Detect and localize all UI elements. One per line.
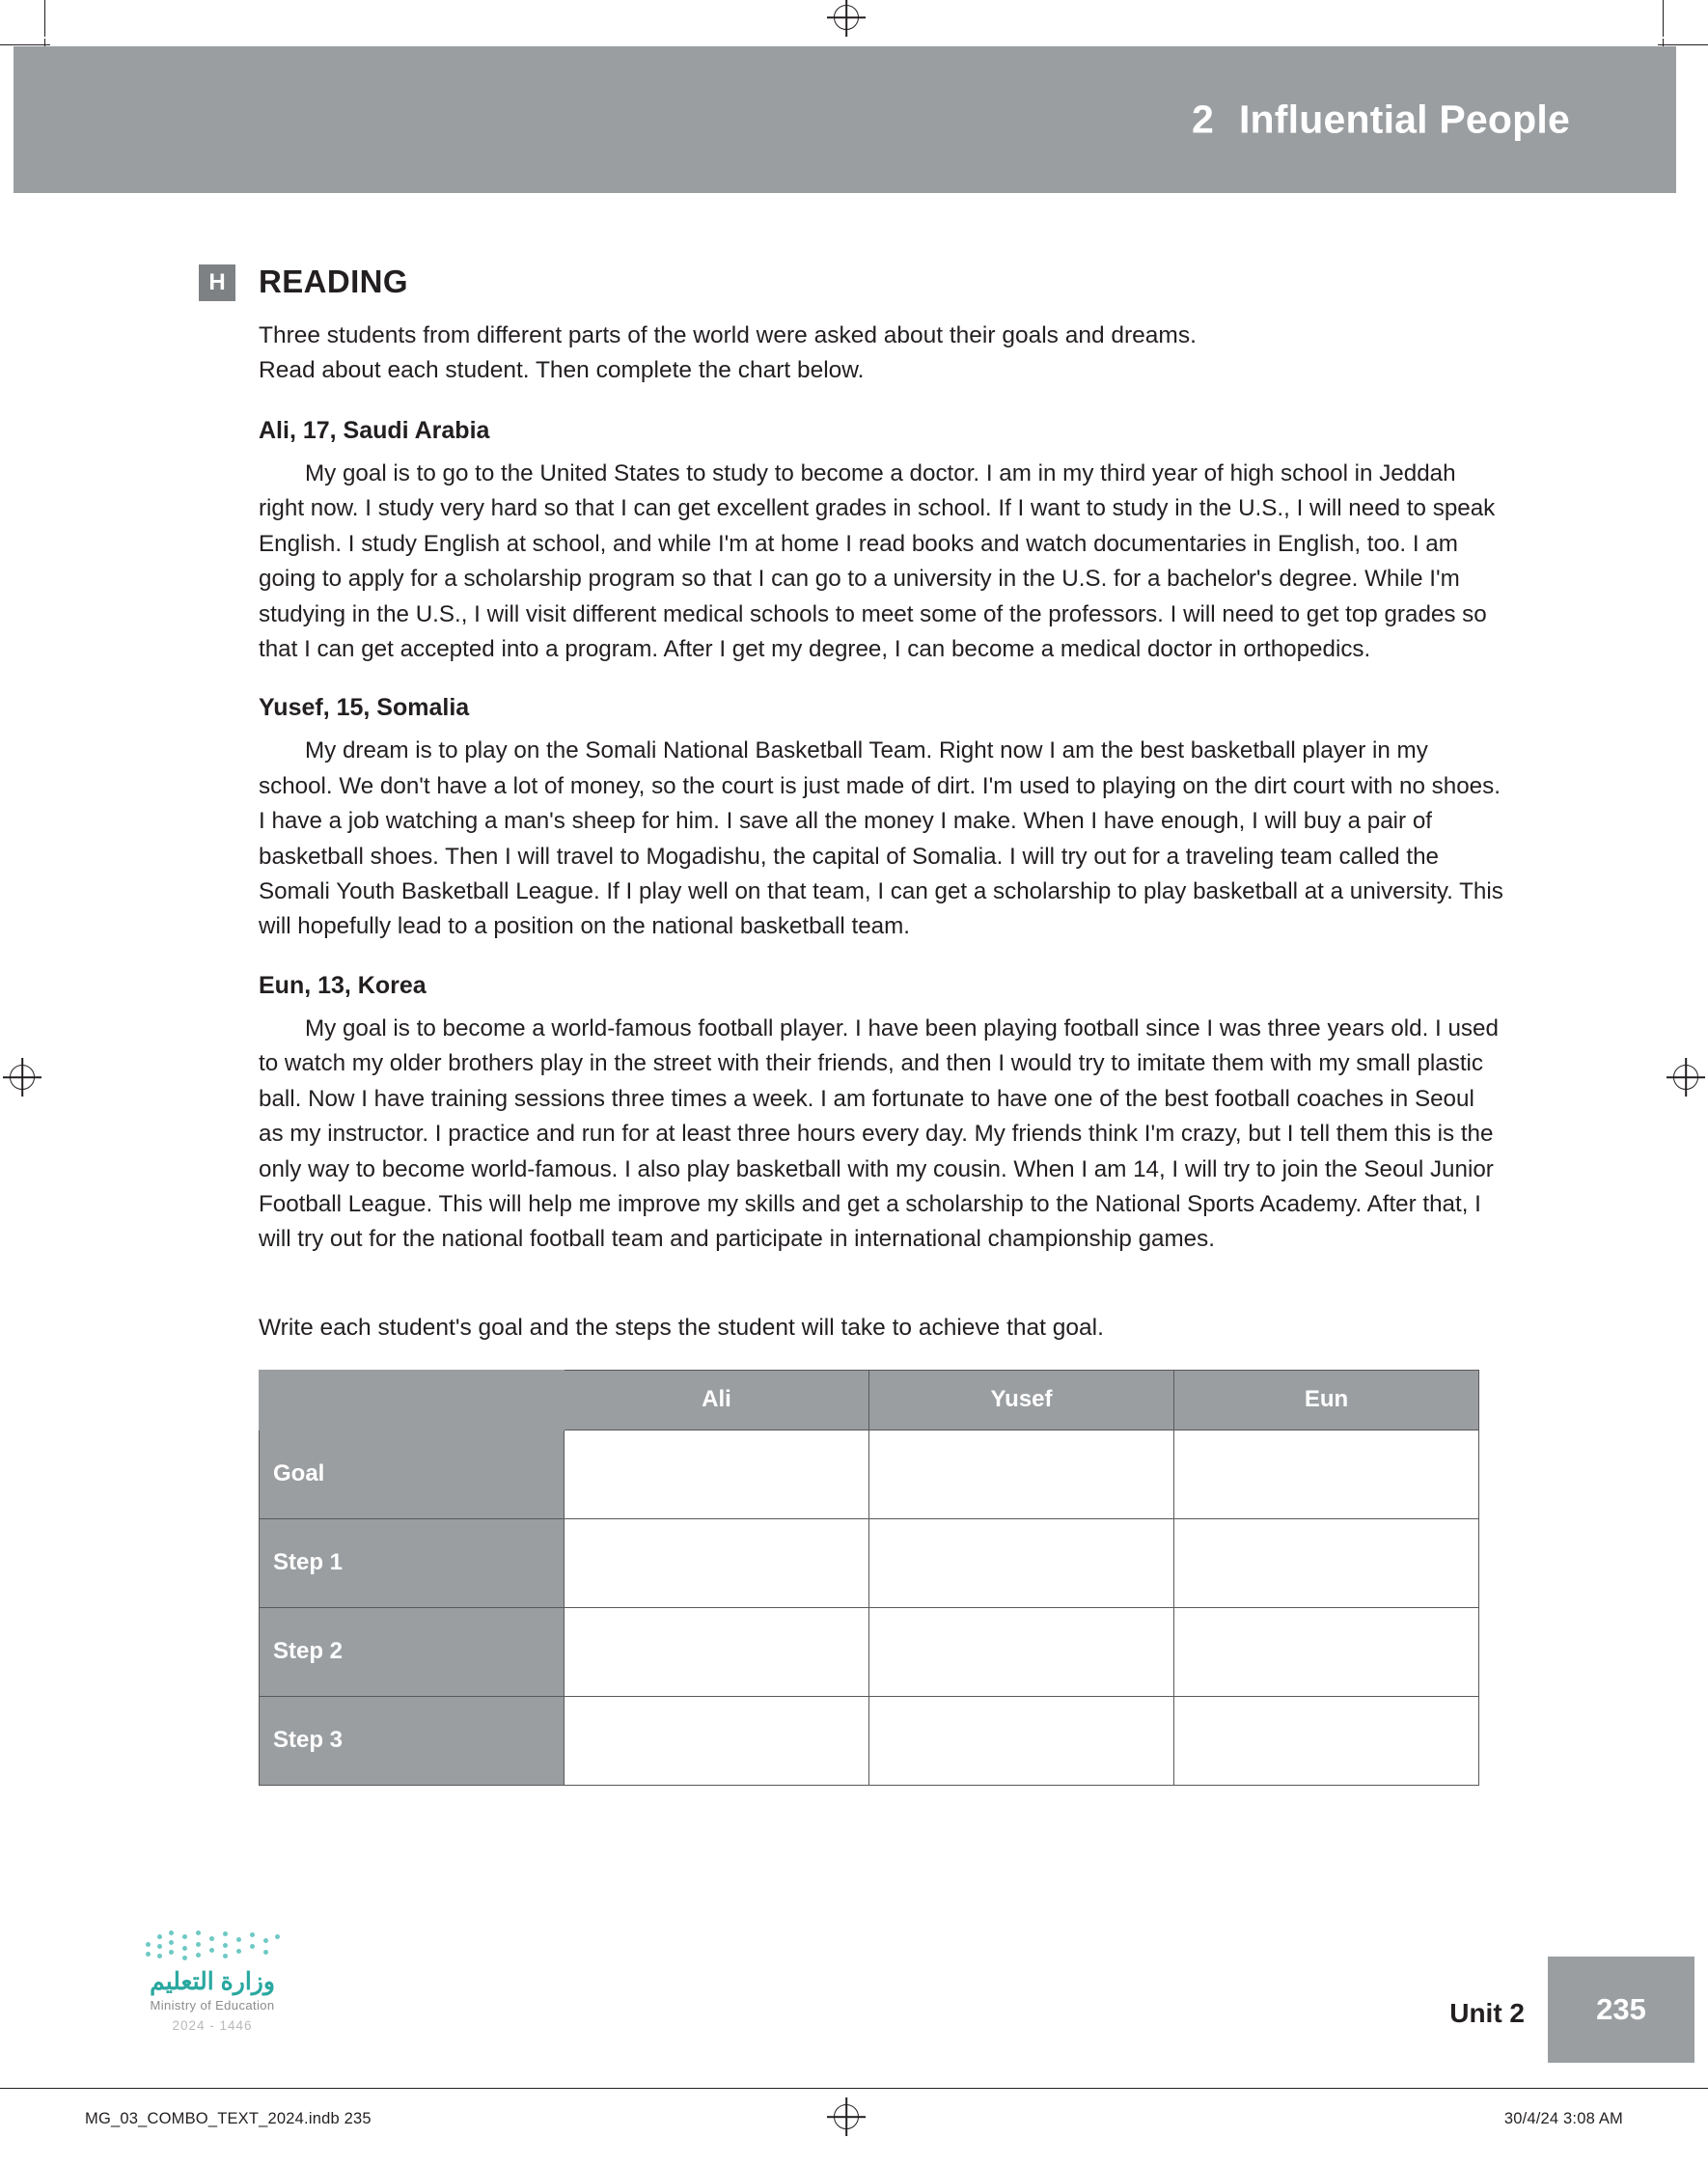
section-title: READING <box>259 264 408 299</box>
chart-cell-goal-ali[interactable] <box>565 1430 869 1518</box>
student-name-ali: Ali, 17, Saudi Arabia <box>259 417 490 444</box>
chart-header-row-group <box>260 1370 1479 1430</box>
chart-body <box>260 1430 1479 1785</box>
print-metadata-footer <box>0 2088 1708 2166</box>
crop-mark-top-right-vertical <box>1663 0 1664 37</box>
logo-dots-icon <box>140 1929 285 1961</box>
student-text-ali: My goal is to go to the United States to study to become a doctor. I am in my third year of high school in Jeddah right now. I study very hard so that I can get excellent grades in school. If I want to study in the U.S., I will need to speak English. I study English at school, and while I'm at home I read books and watch documentaries in English, too. I am going to apply for a scholarship program so that I can go to a university in the U.S. for a bachelor's degree. While I'm studying in the U.S., I will visit different medical schools to meet some of the professors. I will need to get top grades so that I can get accepted into a program. After I get my degree, I can become a medical doctor in orthopedics. <box>259 460 1496 663</box>
section-intro <box>259 319 1503 388</box>
chart-cell-step3-ali[interactable] <box>565 1696 869 1785</box>
section-letter-badge: H <box>199 264 235 301</box>
student-name-yusef: Yusef, 15, Somalia <box>259 694 470 722</box>
ministry-of-education-logo <box>96 1929 328 2033</box>
table-row <box>260 1430 1479 1518</box>
page-number: 235 <box>1596 1992 1646 2026</box>
unit-number: 2 <box>1191 97 1214 142</box>
intro-line-1: Three students from different parts of the world were asked about their goals and dreams. <box>259 322 1197 348</box>
student-entry-ali <box>259 417 1503 667</box>
chart-cell-step1-yusef[interactable] <box>869 1518 1174 1607</box>
chart-row-header-step1: Step 1 <box>260 1518 565 1607</box>
chart-row-header-step2: Step 2 <box>260 1607 565 1696</box>
logo-year-text: 2024 - 1446 <box>172 2018 253 2033</box>
chart-cell-step2-yusef[interactable] <box>869 1607 1174 1696</box>
registration-mark-right <box>1673 1065 1698 1090</box>
table-row <box>260 1696 1479 1785</box>
student-text-yusef: My dream is to play on the Somali National Basketball Team. Right now I am the best basketball player in my school. We don't have a lot of money, so the court is just made of dirt. I'm used to playing on the dirt court with no shoes. I have a job watching a man's sheep for him. I save all the money I make. When I have enough, I will buy a pair of basketball shoes. Then I will travel to Mogadishu, the capital of Somalia. I will try out for a traveling team called the Somali Youth Basketball League. If I play well on that team, I can get a scholarship to play basketball at a university. This will hopefully lead to a position on the national basketball team. <box>259 737 1503 940</box>
chart-row-header-step3: Step 3 <box>260 1696 565 1785</box>
chart-corner-cell <box>260 1370 565 1430</box>
chart-header-row <box>260 1370 1479 1430</box>
logo-arabic-text: وزارة التعليم <box>150 1968 275 1995</box>
crop-mark-top-left-vertical <box>44 0 45 37</box>
chart-col-header-eun: Eun <box>1174 1370 1479 1430</box>
print-timestamp: 30/4/24 3:08 AM <box>1503 2110 1623 2127</box>
chart-cell-step1-eun[interactable] <box>1174 1518 1479 1607</box>
unit-header-title <box>1192 97 1570 143</box>
table-row <box>260 1607 1479 1696</box>
registration-mark-top <box>834 5 859 30</box>
chart-cell-step1-ali[interactable] <box>565 1518 869 1607</box>
chart-col-header-ali: Ali <box>565 1370 869 1430</box>
chart-cell-goal-eun[interactable] <box>1174 1430 1479 1518</box>
chart-cell-step3-eun[interactable] <box>1174 1696 1479 1785</box>
chart-cell-goal-yusef[interactable] <box>869 1430 1174 1518</box>
logo-english-text: Ministry of Education <box>150 1998 275 2013</box>
student-entry-yusef <box>259 694 1503 944</box>
chart-col-header-yusef: Yusef <box>869 1370 1174 1430</box>
section-heading <box>208 263 1503 307</box>
chart-cell-step3-yusef[interactable] <box>869 1696 1174 1785</box>
main-content <box>208 263 1503 1786</box>
student-entry-eun <box>259 972 1503 1258</box>
unit-title-text: Influential People <box>1238 97 1570 142</box>
unit-header-band <box>14 46 1676 193</box>
chart-row-header-goal: Goal <box>260 1430 565 1518</box>
page-number-tab <box>1548 1957 1694 2063</box>
student-name-eun: Eun, 13, Korea <box>259 971 427 999</box>
chart-cell-step2-ali[interactable] <box>565 1607 869 1696</box>
chart-instruction: Write each student's goal and the steps the student will take to achieve that goal. <box>259 1314 1104 1341</box>
footer-unit-label: Unit 2 <box>1449 1998 1525 2028</box>
print-file-name: MG_03_COMBO_TEXT_2024.indb 235 <box>85 2110 372 2127</box>
student-text-eun: My goal is to become a world-famous football player. I have been playing football since I was three years old. I used to watch my older brothers play in the street with their friends, and then I would try to imitate them with my small plastic ball. Now I have training sessions three times a week. I am fortunate to have one of the best football coaches in Seoul as my instructor. I practice and run for at least three hours every day. My friends think I'm crazy, but I tell them this is the only way to become world-famous. I also play basketball with my cousin. When I am 14, I will try to join the Seoul Junior Football League. This will help me improve my skills and get a scholarship to the National Sports Academy. After that, I will try out for the national football team and participate in international championship games. <box>259 1014 1499 1253</box>
table-row <box>260 1518 1479 1607</box>
intro-line-2: Read about each student. Then complete the chart below. <box>259 357 865 383</box>
goals-chart-table <box>259 1370 1479 1786</box>
chart-cell-step2-eun[interactable] <box>1174 1607 1479 1696</box>
registration-mark-left <box>10 1065 35 1090</box>
